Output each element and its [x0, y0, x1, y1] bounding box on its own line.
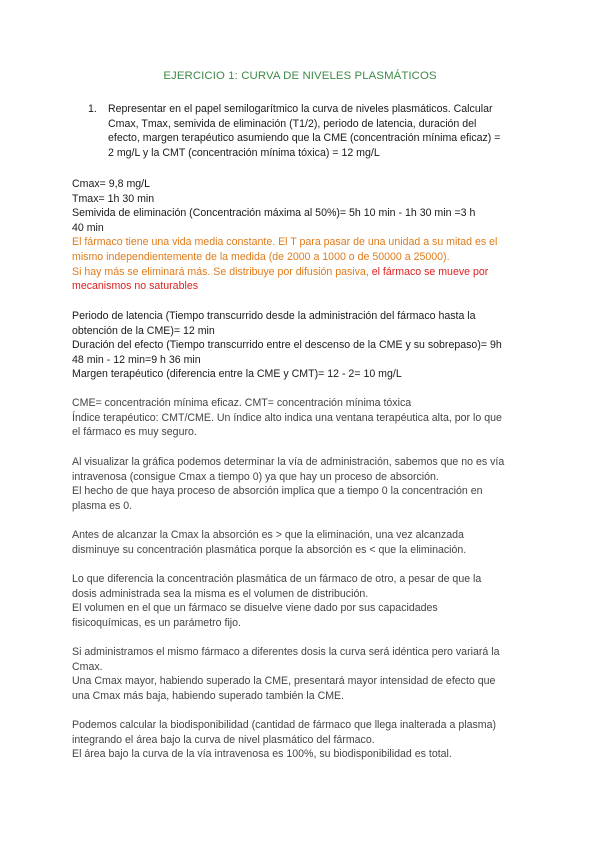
- latency-line: Margen terapéutico (diferencia entre la CME y CMT)= 12 - 2= 10 mg/L: [72, 368, 402, 381]
- paragraph-line: Índice terapéutico: CMT/CME. Un índice alto indica una ventana terapéutica alta, por lo que: [72, 411, 502, 424]
- results-block: [72, 177, 534, 294]
- paragraph-2: [72, 455, 534, 513]
- paragraph-line: disminuye su concentración plasmática porque la absorción es < que la eliminación.: [72, 543, 467, 556]
- paragraph-line: plasma es 0.: [72, 499, 133, 512]
- exercise-item-1: [88, 102, 528, 160]
- cmax-line: Cmax= 9,8 mg/L: [72, 178, 151, 190]
- paragraph-line: fisicoquímicas, es un parámetro fijo.: [72, 616, 241, 629]
- paragraph-line: Antes de alcanzar la Cmax la absorción es > que la eliminación, una vez alcanzada: [72, 529, 464, 541]
- half-life-note: El fármaco tiene una vida media constante. El T para pasar de una unidad a su mitad es el: [72, 236, 498, 249]
- paragraph-line: El área bajo la curva de la vía intravenosa es 100%, su biodisponibilidad es total.: [72, 748, 452, 761]
- paragraph-line: Lo que diferencia la concentración plasmática de un fármaco de otro, a pesar de que la: [72, 573, 482, 585]
- latency-line: Duración del efecto (Tiempo transcurrido entre el descenso de la CME y su sobrepaso)= 9h: [72, 339, 502, 352]
- item-number: 1.: [88, 103, 97, 115]
- paragraph-line: el fármaco es muy seguro.: [72, 426, 197, 439]
- paragraph-1: [72, 396, 534, 440]
- latency-line: Periodo de latencia (Tiempo transcurrido desde la administración del fármaco hasta la: [72, 310, 476, 322]
- diffusion-note-red: el fármaco se mueve por: [371, 265, 489, 278]
- paragraph-line: CME= concentración mínima eficaz. CMT= concentración mínima tóxica: [72, 397, 412, 409]
- paragraph-line: Al visualizar la gráfica podemos determinar la vía de administración, sabemos que no es vía: [72, 456, 505, 468]
- paragraph-line: intravenosa (consigue Cmax a tiempo 0) ya que hay un proceso de absorción.: [72, 470, 439, 483]
- latency-line: obtención de la CME)= 12 min: [72, 324, 215, 337]
- paragraph-line: integrando el área bajo la curva de nivel plasmático del fármaco.: [72, 733, 375, 746]
- paragraph-line: dosis administrada sea la misma es el volumen de distribución.: [72, 587, 369, 600]
- paragraph-line: Podemos calcular la biodisponibilidad (cantidad de fármaco que llega inalterada a plasma): [72, 719, 497, 731]
- half-life-note: mismo independientemente de la medida (de 2000 a 1000 o de 50000 a 25000).: [72, 250, 450, 263]
- latency-line: 48 min - 12 min=9 h 36 min: [72, 353, 201, 366]
- paragraph-3: [72, 528, 534, 557]
- diffusion-note: [72, 265, 534, 280]
- page-title: EJERCICIO 1: CURVA DE NIVELES PLASMÁTICOS: [163, 70, 437, 82]
- item-line: Cmax, Tmax, semivida de eliminación (T1/2), periodo de latencia, duración del: [108, 117, 477, 130]
- paragraph-line: El volumen en el que un fármaco se disuelve viene dado por sus capacidades: [72, 602, 438, 615]
- half-life-line: Semivida de eliminación (Concentración máxima al 50%)= 5h 10 min - 1h 30 min =3 h: [72, 207, 476, 220]
- paragraph-line: Cmax.: [72, 660, 103, 673]
- half-life-line-cont: 40 min: [72, 221, 104, 234]
- paragraph-line: Una Cmax mayor, habiendo superado la CME, presentará mayor intensidad de efecto que: [72, 675, 496, 688]
- paragraph-6: [72, 718, 534, 762]
- item-text: [108, 102, 528, 160]
- item-line: 2 mg/L y la CMT (concentración mínima tóxica) = 12 mg/L: [108, 146, 380, 159]
- item-line: efecto, margen terapéutico asumiendo que la CME (concentración mínima eficaz) =: [108, 132, 501, 145]
- diffusion-note-orange: Si hay más se eliminará más. Se distribuye por difusión pasiva,: [72, 265, 372, 278]
- paragraph-line: una Cmax más baja, habiendo superado también la CME.: [72, 689, 345, 702]
- latency-block: [72, 309, 534, 382]
- diffusion-note-red-cont: mecanismos no saturables: [72, 280, 199, 293]
- paragraph-line: El hecho de que haya proceso de absorción implica que a tiempo 0 la concentración en: [72, 485, 483, 498]
- item-line: Representar en el papel semilogarítmico la curva de niveles plasmáticos. Calcular: [108, 103, 493, 115]
- paragraph-line: Si administramos el mismo fármaco a diferentes dosis la curva será idéntica pero variará la: [72, 646, 500, 658]
- paragraph-4: [72, 572, 534, 630]
- paragraph-5: [72, 645, 534, 703]
- tmax-line: Tmax= 1h 30 min: [72, 192, 155, 205]
